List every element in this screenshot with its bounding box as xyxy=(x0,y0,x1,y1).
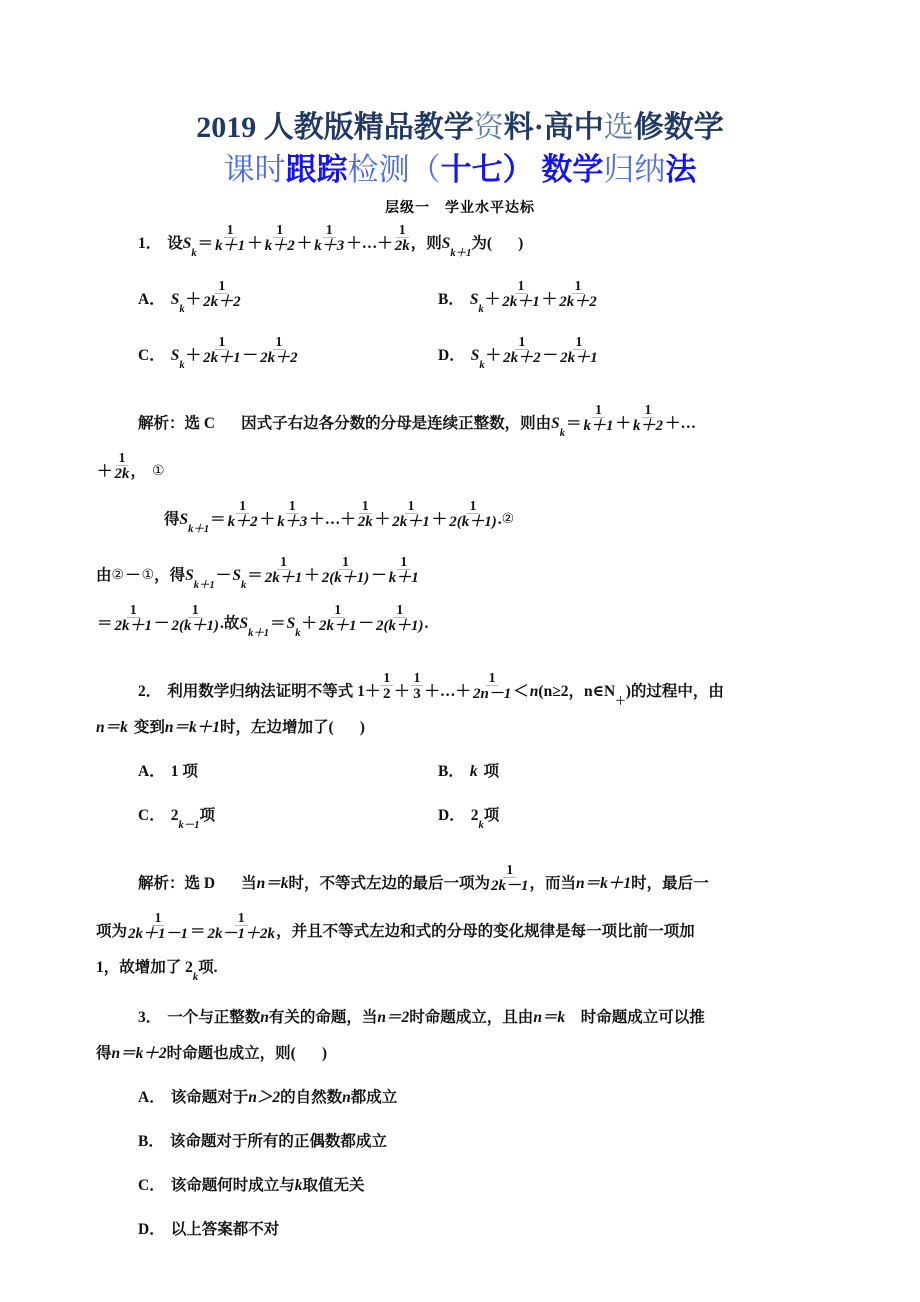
q1-options-row-1 xyxy=(96,278,824,315)
q2-option-d[interactable]: D． 2 k 项 xyxy=(438,807,500,831)
q1-mark-2: ② xyxy=(501,511,515,527)
section-subtitle: 层级一 学业水平达标 xyxy=(385,201,535,216)
q1-var-s: S xyxy=(182,235,192,252)
title-seg-genzong: 跟踪 xyxy=(285,152,348,187)
question-2-stem-line-1: 2． 利用数学归纳法证明不等式 1＋ $\frac{1}{2}$ ＋ $\frac{1}{3}$ ＋…＋ $\frac{1}{2n-1}$ ＜ n (n≥2，n∈N ＋ )的过程中，由 xyxy=(138,670,724,707)
q1-tail: ，则 xyxy=(410,235,442,252)
page-header-line-1 xyxy=(0,108,920,148)
q2-option-b[interactable]: B． k 项 xyxy=(438,763,500,780)
q1-fraction-3: $\frac{1}{k+3}$ xyxy=(314,222,345,254)
q1-solution-line-3: 得 S k＋1 ＝ $\frac{1}{k+2}$ ＋ $\frac{1}{k+3}$ ＋…＋ $\frac{1}{2k}$ ＋ $\frac{1}{2k+1}$ ＋ $\frac{1}{2(k+1)}$ . ② xyxy=(164,498,515,535)
header-publisher: 人教版精品教学 xyxy=(263,111,474,144)
questions-container xyxy=(96,222,824,1240)
question-3-stem-line-1: 3． 一个与正整数 n 有关的命题，当 n＝2 时命题成立，且由 n＝k 时命题成立可以推 xyxy=(138,1009,705,1026)
title-seg-fa: 法 xyxy=(665,152,697,187)
q1-option-b[interactable]: B． S k ＋ $\frac{1}{2k+1}$ ＋ $\frac{1}{2k+2}$ xyxy=(438,278,597,315)
q1-mark-1: ① xyxy=(152,463,165,479)
q1-solution-line-2: ＋ $\frac{1}{2k}$ ， ① xyxy=(97,450,165,482)
q1-fraction-4: $\frac{1}{2k}$ xyxy=(394,222,410,254)
q1-dots: ＋…＋ xyxy=(346,235,393,252)
q2-number: 2． xyxy=(138,683,162,700)
question-2-stem-line-2: n＝k 变到 n＝k＋1 时，左边增加了( ) xyxy=(96,719,365,736)
q1-solution-line-5: ＝ $\frac{1}{2k+1}$ － $\frac{1}{2(k+1)}$ . 故 S k＋1 ＝ S k ＋ $\frac{1}{2k+1}$ － $\frac{1}{2(k+1)}$ . xyxy=(97,602,429,639)
q1-option-d[interactable]: D． S k ＋ $\frac{1}{2k+2}$ － $\frac{1}{2k+1}$ xyxy=(438,334,598,371)
q1-paren-close: ) xyxy=(518,235,524,252)
page-header-line-2 xyxy=(0,150,920,190)
title-seg-guina: 归纳 xyxy=(603,152,666,187)
q1-plus-2: ＋ xyxy=(296,235,313,252)
question-3-stem-line-2: 得 n＝k＋2 时命题也成立，则( ) xyxy=(96,1045,327,1062)
q1-options-row-2 xyxy=(96,334,824,371)
q1-fraction-1: $\frac{1}{k+1}$ xyxy=(215,222,246,254)
q3-option-c[interactable]: C． 该命题何时成立与 k 取值无关 xyxy=(138,1177,365,1194)
question-1-stem: 1． 设 S k ＝ $\frac{1}{k+1}$ ＋ $\frac{1}{k+2}$ ＋ $\frac{1}{k+3}$ ＋…＋ $\frac{1}{2k}$ ，则 S k＋1 为( ) xyxy=(138,222,524,259)
q2-options-row-1 xyxy=(96,762,824,782)
header-seg-liao: 料·高中 xyxy=(503,111,604,144)
q1-option-a[interactable]: A． S k ＋ $\frac{1}{2k+2}$ xyxy=(138,278,241,315)
header-seg-zi: 资 xyxy=(473,111,504,144)
header-seg-xiu: 修数学 xyxy=(633,111,724,144)
title-seg-jiance: 检测（ xyxy=(347,152,441,187)
title-seg-number: 十七） 数学 xyxy=(440,152,604,187)
q1-solution-line-4: 由 ② － ① ，得 S k＋1 － S k ＝ $\frac{1}{2k+1}$ ＋ $\frac{1}{2(k+1)}$ － $\frac{1}{k+1}$ xyxy=(96,554,419,591)
q3-option-b[interactable]: B． 该命题对于所有的正偶数都成立 xyxy=(138,1133,387,1150)
q3-option-d[interactable]: D． 以上答案都不对 xyxy=(138,1221,280,1238)
header-seg-xuan: 选 xyxy=(603,111,634,144)
q1-option-c[interactable]: C． S k ＋ $\frac{1}{2k+1}$ － $\frac{1}{2k+2}$ xyxy=(138,334,298,371)
q1-equals: ＝ xyxy=(197,235,214,252)
q2-options-row-2 xyxy=(96,806,824,831)
q2-option-a[interactable]: A． 1 项 xyxy=(138,763,198,780)
q2-solution-line-1: 解析：选 D 当 n＝k 时，不等式左边的最后一项为 $\frac{1}{2k-1}$ ，而当 n＝k＋1 时，最后一 xyxy=(138,862,709,894)
q1-solution-text-1: 因式子右边各分数的分母是连续正整数，则由 xyxy=(241,415,552,432)
header-year: 2019 xyxy=(196,111,264,144)
q1-fraction-2: $\frac{1}{k+2}$ xyxy=(264,222,295,254)
q1-tail2: 为( xyxy=(471,235,493,252)
q2-option-c[interactable]: C． 2 k－1 项 xyxy=(138,807,215,831)
q2-solution-line-3: 1，故增加了 2 k 项. xyxy=(96,959,218,983)
q2-solution-line-2: 项为 $\frac{1}{2k+1-1}$ ＝ $\frac{1}{2k-1+2k}$ ，并且不等式左边和式的分母的变化规律是每一项比前一项加 xyxy=(96,910,695,942)
q1-solution-line-1: 解析：选 C 因式子右边各分数的分母是连续正整数，则由 S k ＝ $\frac{1}{k+1}$ ＋ $\frac{1}{k+2}$ ＋… xyxy=(138,402,697,439)
q2-solution-head: 解析：选 D xyxy=(138,875,216,892)
title-seg-keshi: 课时 xyxy=(223,152,286,187)
q1-var-s2: S xyxy=(441,235,451,252)
q1-lead: 设 xyxy=(167,235,183,252)
q1-solution-head: 解析：选 C xyxy=(138,415,216,432)
q1-plus-1: ＋ xyxy=(247,235,263,252)
q1-number: 1． xyxy=(138,235,162,252)
q3-option-a[interactable]: A． 该命题对于 n＞2 的自然数 n 都成立 xyxy=(138,1089,398,1106)
q3-number: 3． xyxy=(138,1009,162,1026)
